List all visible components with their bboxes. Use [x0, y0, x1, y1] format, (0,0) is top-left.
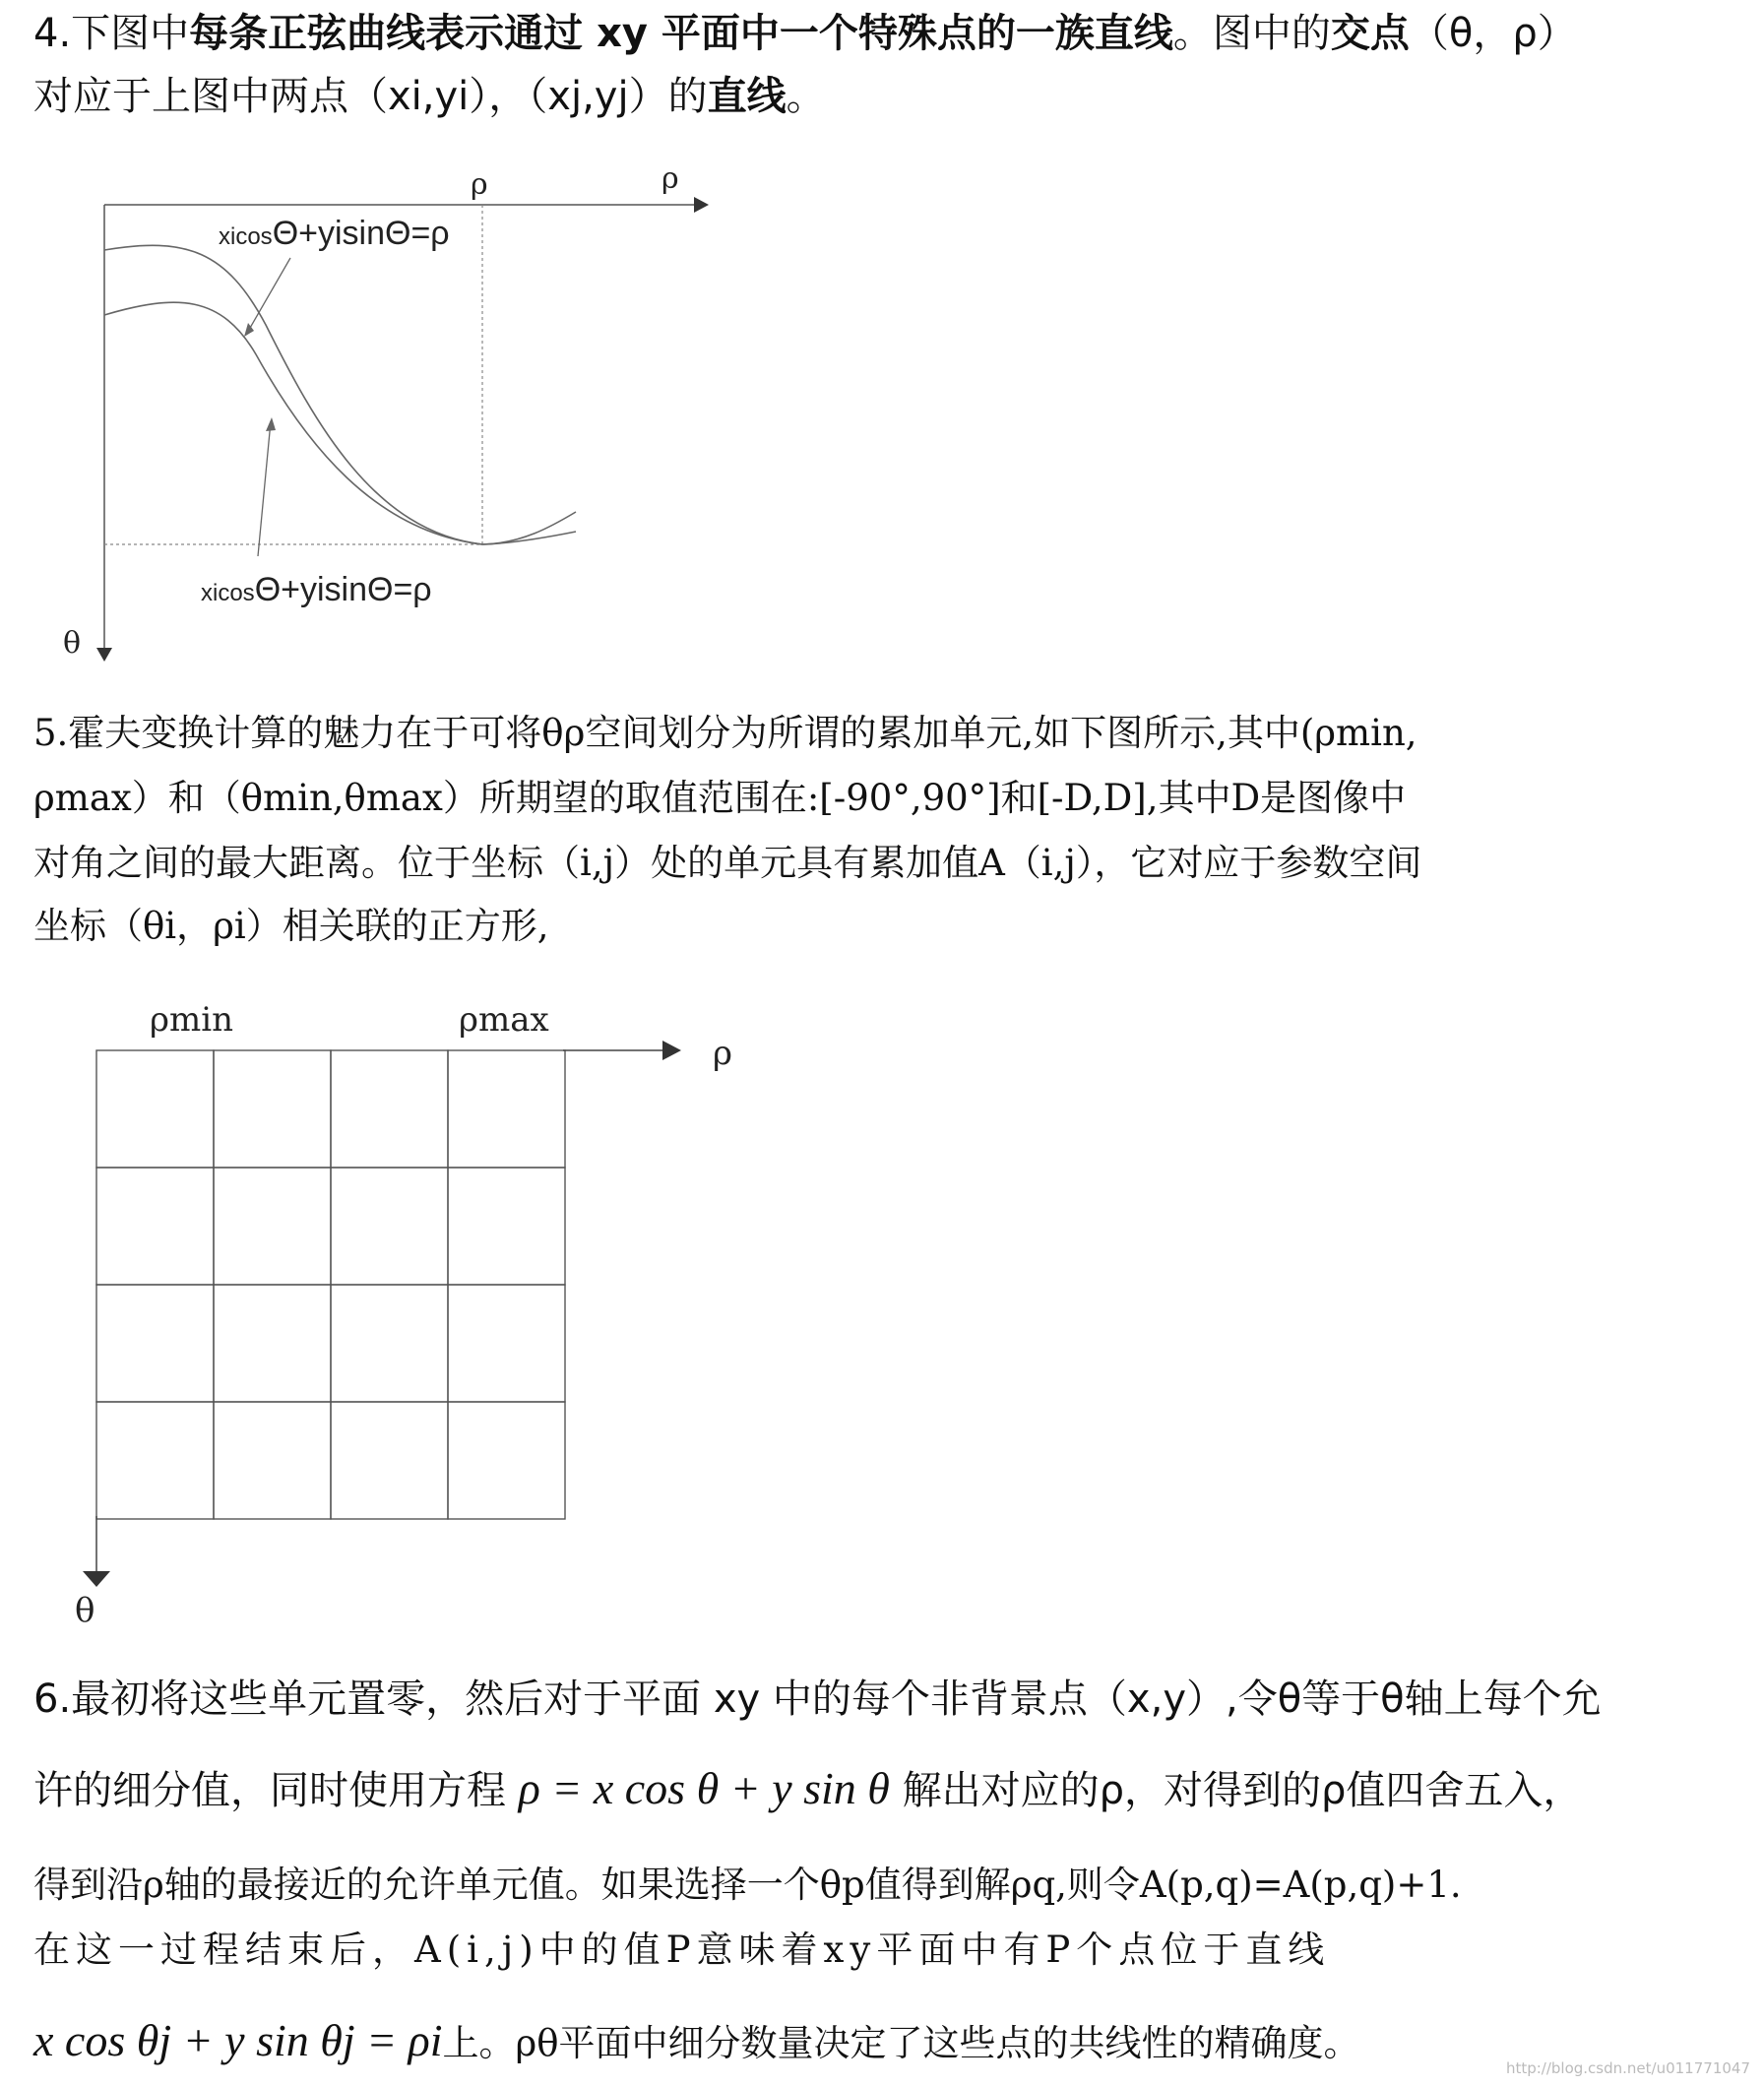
accumulator-cell — [448, 1168, 565, 1285]
section6-line-equation: x cos θj + y sin θj = ρi — [33, 2015, 443, 2065]
section4-bold2: 交点 — [1330, 11, 1410, 56]
accumulator-cell — [96, 1050, 214, 1168]
section6-line4: 在这一过程结束后，A(i,j)中的值P意味着xy平面中有P个点位于直线 — [33, 1929, 1331, 1971]
fig1-eq-top-prefix: xicos — [219, 223, 273, 250]
section5-line1: 5.霍夫变换计算的魅力在于可将θρ空间划分为所谓的累加单元,如下图所示,其中(ρmin, — [33, 712, 1418, 754]
section4-num: 4. — [33, 11, 72, 56]
watermark: http://blog.csdn.net/u011771047 — [1505, 2059, 1750, 2077]
section4-bold3: 直线 — [707, 74, 787, 119]
fig2-theta-arrow — [83, 1571, 110, 1587]
accumulator-cell — [331, 1402, 448, 1519]
accumulator-cell — [448, 1050, 565, 1168]
fig2-rho-max: ρmax — [459, 1000, 549, 1040]
accumulator-cell — [214, 1050, 331, 1168]
section6-line5 — [33, 2015, 1736, 2065]
fig1-eq-bottom-main: Θ+yisinΘ=ρ — [254, 571, 432, 608]
section6-equation: ρ = x cos θ + y sin θ — [518, 1763, 890, 1813]
accumulator-cell — [214, 1402, 331, 1519]
section6-line5b: 上。ρθ平面中细分数量决定了这些点的共线性的精确度。 — [442, 2022, 1360, 2064]
accumulator-cell — [448, 1402, 565, 1519]
section5-line3: 对角之间的最大距离。位于坐标（i,j）处的单元具有累加值A（i,j），它对应于参数空间 — [33, 842, 1422, 884]
accumulator-cell — [214, 1285, 331, 1402]
fig1-theta-label: θ — [63, 626, 82, 661]
section6-line2 — [33, 1763, 1736, 1813]
section4-text1: 下图中 — [71, 11, 190, 56]
section6-line1: 6.最初将这些单元置零，然后对于平面 xy 中的每个非背景点（x,y）,令θ等于θ轴上每个允 — [33, 1676, 1602, 1722]
fig2-grid — [96, 1050, 565, 1519]
accumulator-cell — [331, 1050, 448, 1168]
section4-line2b: 。 — [786, 74, 826, 119]
accumulator-cell — [448, 1285, 565, 1402]
fig1-eq-bottom-prefix: xicos — [201, 580, 255, 606]
fig1-eq-top-main: Θ+yisinΘ=ρ — [272, 215, 450, 252]
section5-line4: 坐标（θi，ρi）相关联的正方形, — [33, 905, 549, 947]
fig2-rho-min: ρmin — [150, 1000, 233, 1040]
accumulator-cell — [96, 1168, 214, 1285]
figure2-svg — [0, 0, 748, 1634]
section4-text2: 。图中的 — [1172, 11, 1331, 56]
accumulator-cell — [96, 1402, 214, 1519]
accumulator-cell — [331, 1285, 448, 1402]
section4-text3: （θ，ρ） — [1409, 11, 1577, 56]
section6-line2a: 许的细分值，同时使用方程 — [33, 1768, 506, 1813]
section6-line2b: 解出对应的ρ，对得到的ρ值四舍五入， — [902, 1768, 1583, 1813]
fig2-rho-arrow — [662, 1041, 681, 1060]
accumulator-cell — [96, 1285, 214, 1402]
fig2-rho-axis-label: ρ — [713, 1034, 732, 1073]
accumulator-cell — [331, 1168, 448, 1285]
fig1-rho-label-1: ρ — [471, 167, 488, 202]
section4-line2a: 对应于上图中两点（xi,yi），（xj,yj）的 — [33, 74, 708, 119]
section5-line2: ρmax）和（θmin,θmax）所期望的取值范围在:[-90°,90°]和[-D,D],其中D是图像中 — [33, 777, 1407, 819]
fig1-rho-label-2: ρ — [662, 161, 679, 196]
section4-bold1: 每条正弦曲线表示通过 xy 平面中一个特殊点的一族直线 — [189, 11, 1173, 56]
accumulator-cell — [214, 1168, 331, 1285]
section6-line3: 得到沿ρ轴的最接近的允许单元值。如果选择一个θp值得到解ρq,则令A(p,q)=A(p,q)+1. — [33, 1864, 1462, 1906]
fig2-theta-axis-label: θ — [75, 1591, 95, 1630]
